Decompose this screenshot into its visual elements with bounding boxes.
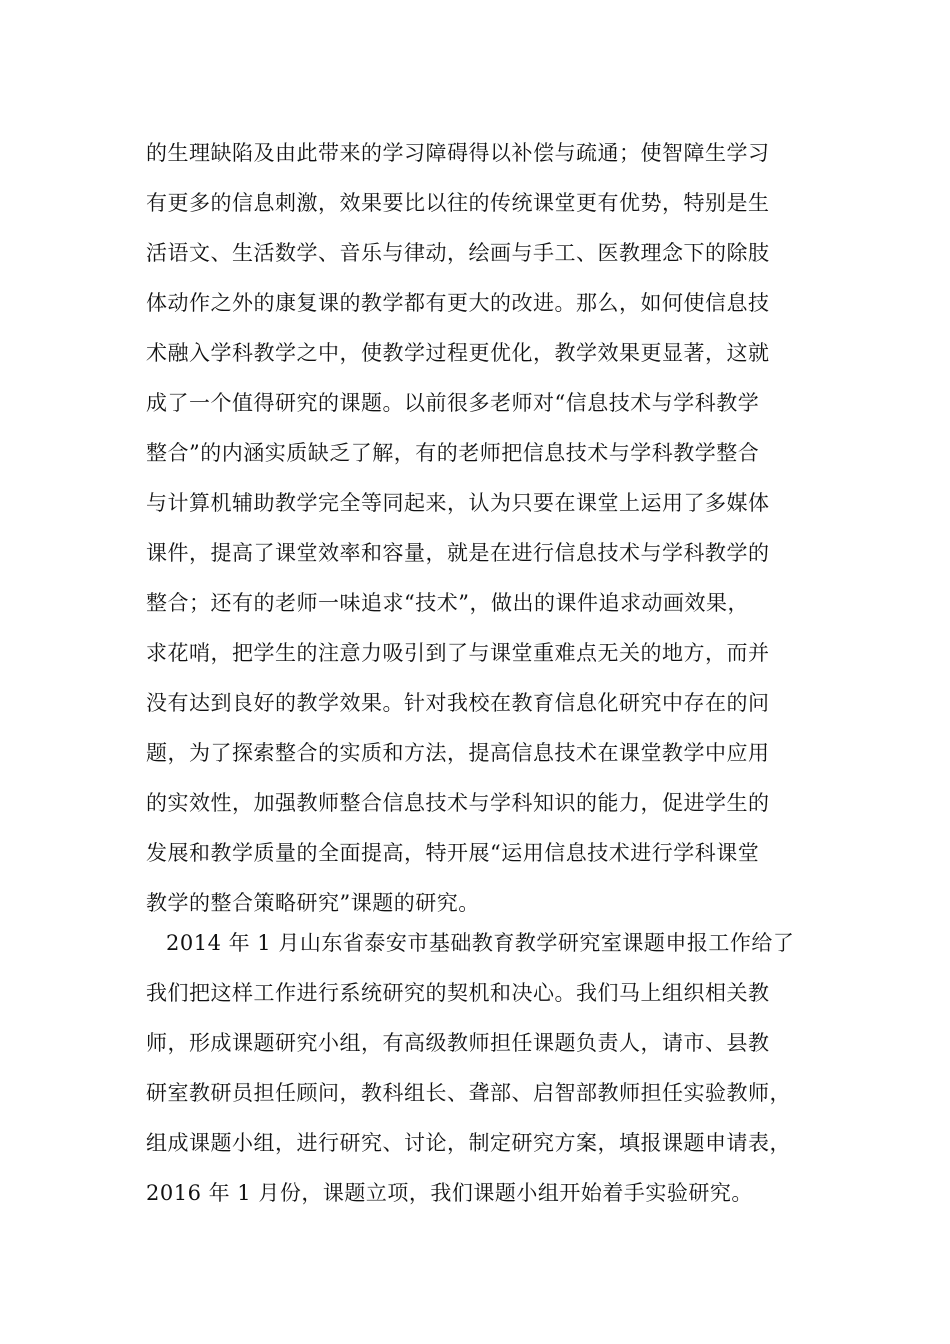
paragraph-line: 与计算机辅助教学完全等同起来，认为只要在课堂上运用了多媒体 [146, 491, 770, 515]
paragraph-line: 体动作之外的康复课的教学都有更大的改进。那么，如何使信息技 [146, 291, 770, 315]
paragraph-line: 整合”的内涵实质缺乏了解，有的老师把信息技术与学科教学整合 [146, 441, 760, 465]
paragraph-line: 发展和教学质量的全面提高，特开展“运用信息技术进行学科课堂 [146, 841, 760, 865]
paragraph-line: 有更多的信息刺激，效果要比以往的传统课堂更有优势，特别是生 [146, 191, 770, 215]
paragraph-line: 求花哨，把学生的注意力吸引到了与课堂重难点无关的地方，而并 [146, 641, 770, 665]
paragraph-line: 的实效性，加强教师整合信息技术与学科知识的能力，促进学生的 [146, 791, 770, 815]
paragraph-line: 组成课题小组，进行研究、讨论，制定研究方案，填报课题申请表， [146, 1131, 791, 1155]
paragraph-line: 没有达到良好的教学效果。针对我校在教育信息化研究中存在的问 [146, 691, 770, 715]
paragraph-line: 教学的整合策略研究”课题的研究。 [146, 891, 480, 915]
paragraph-line: 我们把这样工作进行系统研究的契机和决心。我们马上组织相关教 [146, 981, 770, 1005]
paragraph-line: 活语文、生活数学、音乐与律动，绘画与手工、医教理念下的除肢 [146, 241, 770, 265]
paragraph-line: 成了一个值得研究的课题。以前很多老师对“信息技术与学科教学 [146, 391, 760, 415]
paragraph-line: 2016 年 1 月份，课题立项，我们课题小组开始着手实验研究。 [146, 1181, 753, 1205]
paragraph-line: 的生理缺陷及由此带来的学习障碍得以补偿与疏通；使智障生学习 [146, 141, 770, 165]
paragraph-2 [146, 918, 826, 1218]
paragraph-line: 师，形成课题研究小组，有高级教师担任课题负责人，请市、县教 [146, 1031, 770, 1055]
paragraph-line: 题，为了探索整合的实质和方法，提高信息技术在课堂教学中应用 [146, 741, 770, 765]
paragraph-line: 术融入学科教学之中，使教学过程更优化，教学效果更显著，这就 [146, 341, 770, 365]
paragraph-line: 研室教研员担任顾问，教科组长、聋部、启智部教师担任实验教师， [146, 1081, 791, 1105]
paragraph-line: 2014 年 1 月山东省泰安市基础教育教学研究室课题申报工作给了 [166, 931, 795, 955]
paragraph-1 [146, 128, 826, 928]
paragraph-line: 整合；还有的老师一味追求“技术”，做出的课件追求动画效果， [146, 591, 749, 615]
paragraph-line: 课件，提高了课堂效率和容量，就是在进行信息技术与学科教学的 [146, 541, 770, 565]
